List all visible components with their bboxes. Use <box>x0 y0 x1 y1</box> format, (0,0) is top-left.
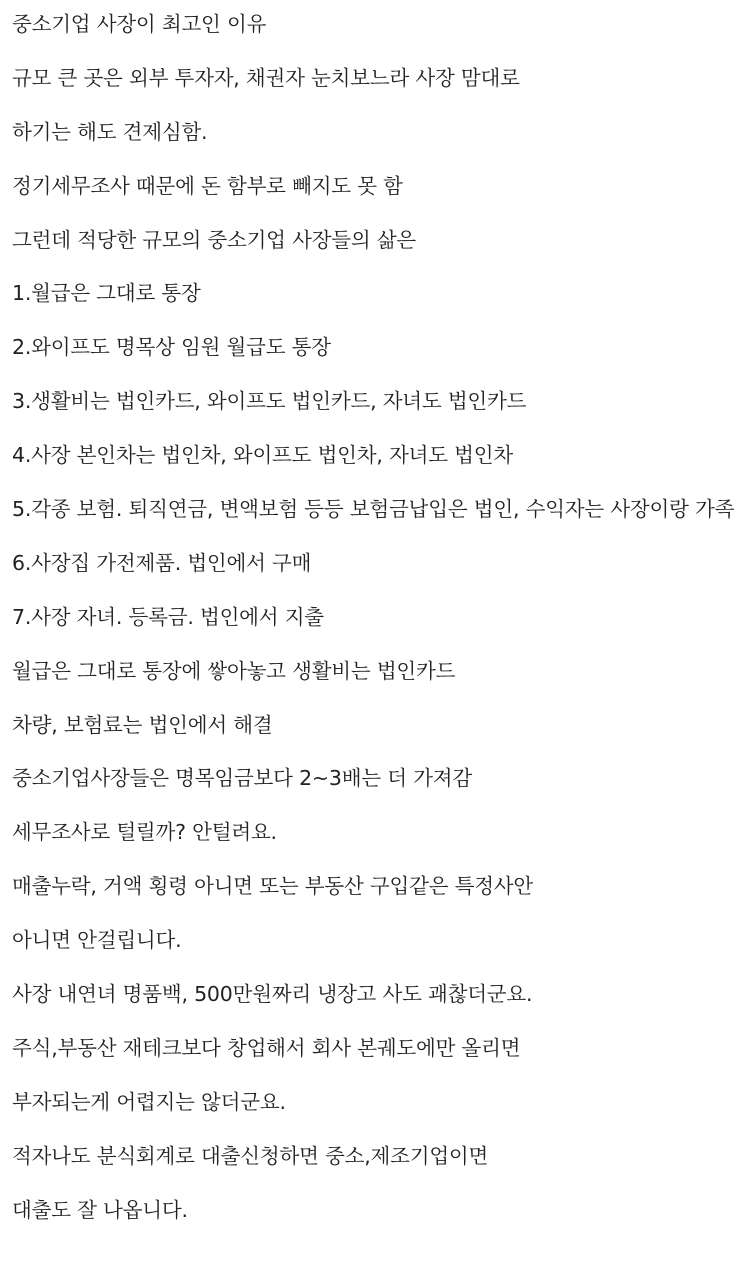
paragraph-gap <box>12 1119 738 1140</box>
list-item: 1.월급은 그대로 통장 <box>12 281 201 306</box>
list-item: 6.사장집 가전제품. 법인에서 구매 <box>12 550 312 575</box>
paragraph-gap <box>12 688 738 709</box>
paragraph-gap <box>12 634 738 655</box>
paragraph-gap <box>12 742 738 763</box>
text-line: 중소기업사장들은 명목임금보다 2~3배는 더 가져감 <box>12 766 472 791</box>
text-line: 주식,부동산 재테크보다 창업해서 회사 본궤도에만 올리면 <box>12 1035 521 1060</box>
paragraph-gap <box>12 472 738 493</box>
paragraph-gap <box>12 903 738 924</box>
text-line: 세무조사로 털릴까? 안털려요. <box>12 820 277 845</box>
paragraph-gap <box>12 1011 738 1032</box>
paragraph-gap <box>12 310 738 331</box>
list-item: 2.와이프도 명목상 임원 월급도 통장 <box>12 335 331 360</box>
text-line: 부자되는게 어렵지는 않더군요. <box>12 1089 286 1114</box>
paragraph-gap <box>12 41 738 62</box>
text-line: 적자나도 분식회계로 대출신청하면 중소,제조기업이면 <box>12 1143 489 1168</box>
paragraph-gap <box>12 418 738 439</box>
text-line: 사장 내연녀 명품백, 500만원짜리 냉장고 사도 괘찮더군요. <box>12 982 533 1007</box>
list-item: 4.사장 본인차는 법인차, 와이프도 법인차, 자녀도 법인차 <box>12 443 513 468</box>
paragraph-gap <box>12 149 738 170</box>
text-line: 하기는 해도 견제심함. <box>12 119 208 144</box>
text-line: 규모 큰 곳은 외부 투자자, 채권자 눈치보느라 사장 맘대로 <box>12 65 520 90</box>
list-item: 5.각종 보험. 퇴직연금, 변액보험 등등 보험금납입은 법인, 수익자는 사장이랑 가족 <box>12 497 735 522</box>
paragraph-gap <box>12 1065 738 1086</box>
text-line: 그런데 적당한 규모의 중소기업 사장들의 삶은 <box>12 227 417 252</box>
paragraph-gap <box>12 364 738 385</box>
paragraph-gap <box>12 795 738 816</box>
paragraph-gap <box>12 580 738 601</box>
list-item: 7.사장 자녀. 등록금. 법인에서 지출 <box>12 604 324 629</box>
post-title: 중소기업 사장이 최고인 이유 <box>12 12 267 36</box>
text-line: 차량, 보험료는 법인에서 해결 <box>12 712 273 737</box>
paragraph-gap <box>12 957 738 978</box>
paragraph-gap <box>12 1173 738 1194</box>
paragraph-gap <box>12 526 738 547</box>
text-line: 대출도 잘 나옵니다. <box>12 1197 188 1222</box>
paragraph-gap <box>12 257 738 278</box>
text-line: 매출누락, 거액 횡령 아니면 또는 부동산 구입같은 특정사안 <box>12 874 534 899</box>
text-line: 월급은 그대로 통장에 쌓아놓고 생활비는 법인카드 <box>12 658 456 683</box>
text-line: 정기세무조사 때문에 돈 함부로 빼지도 못 함 <box>12 173 403 198</box>
text-line: 아니면 안걸립니다. <box>12 928 182 953</box>
paragraph-gap <box>12 203 738 224</box>
list-item: 3.생활비는 법인카드, 와이프도 법인카드, 자녀도 법인카드 <box>12 389 527 414</box>
paragraph-gap <box>12 849 738 870</box>
paragraph-gap <box>12 95 738 116</box>
